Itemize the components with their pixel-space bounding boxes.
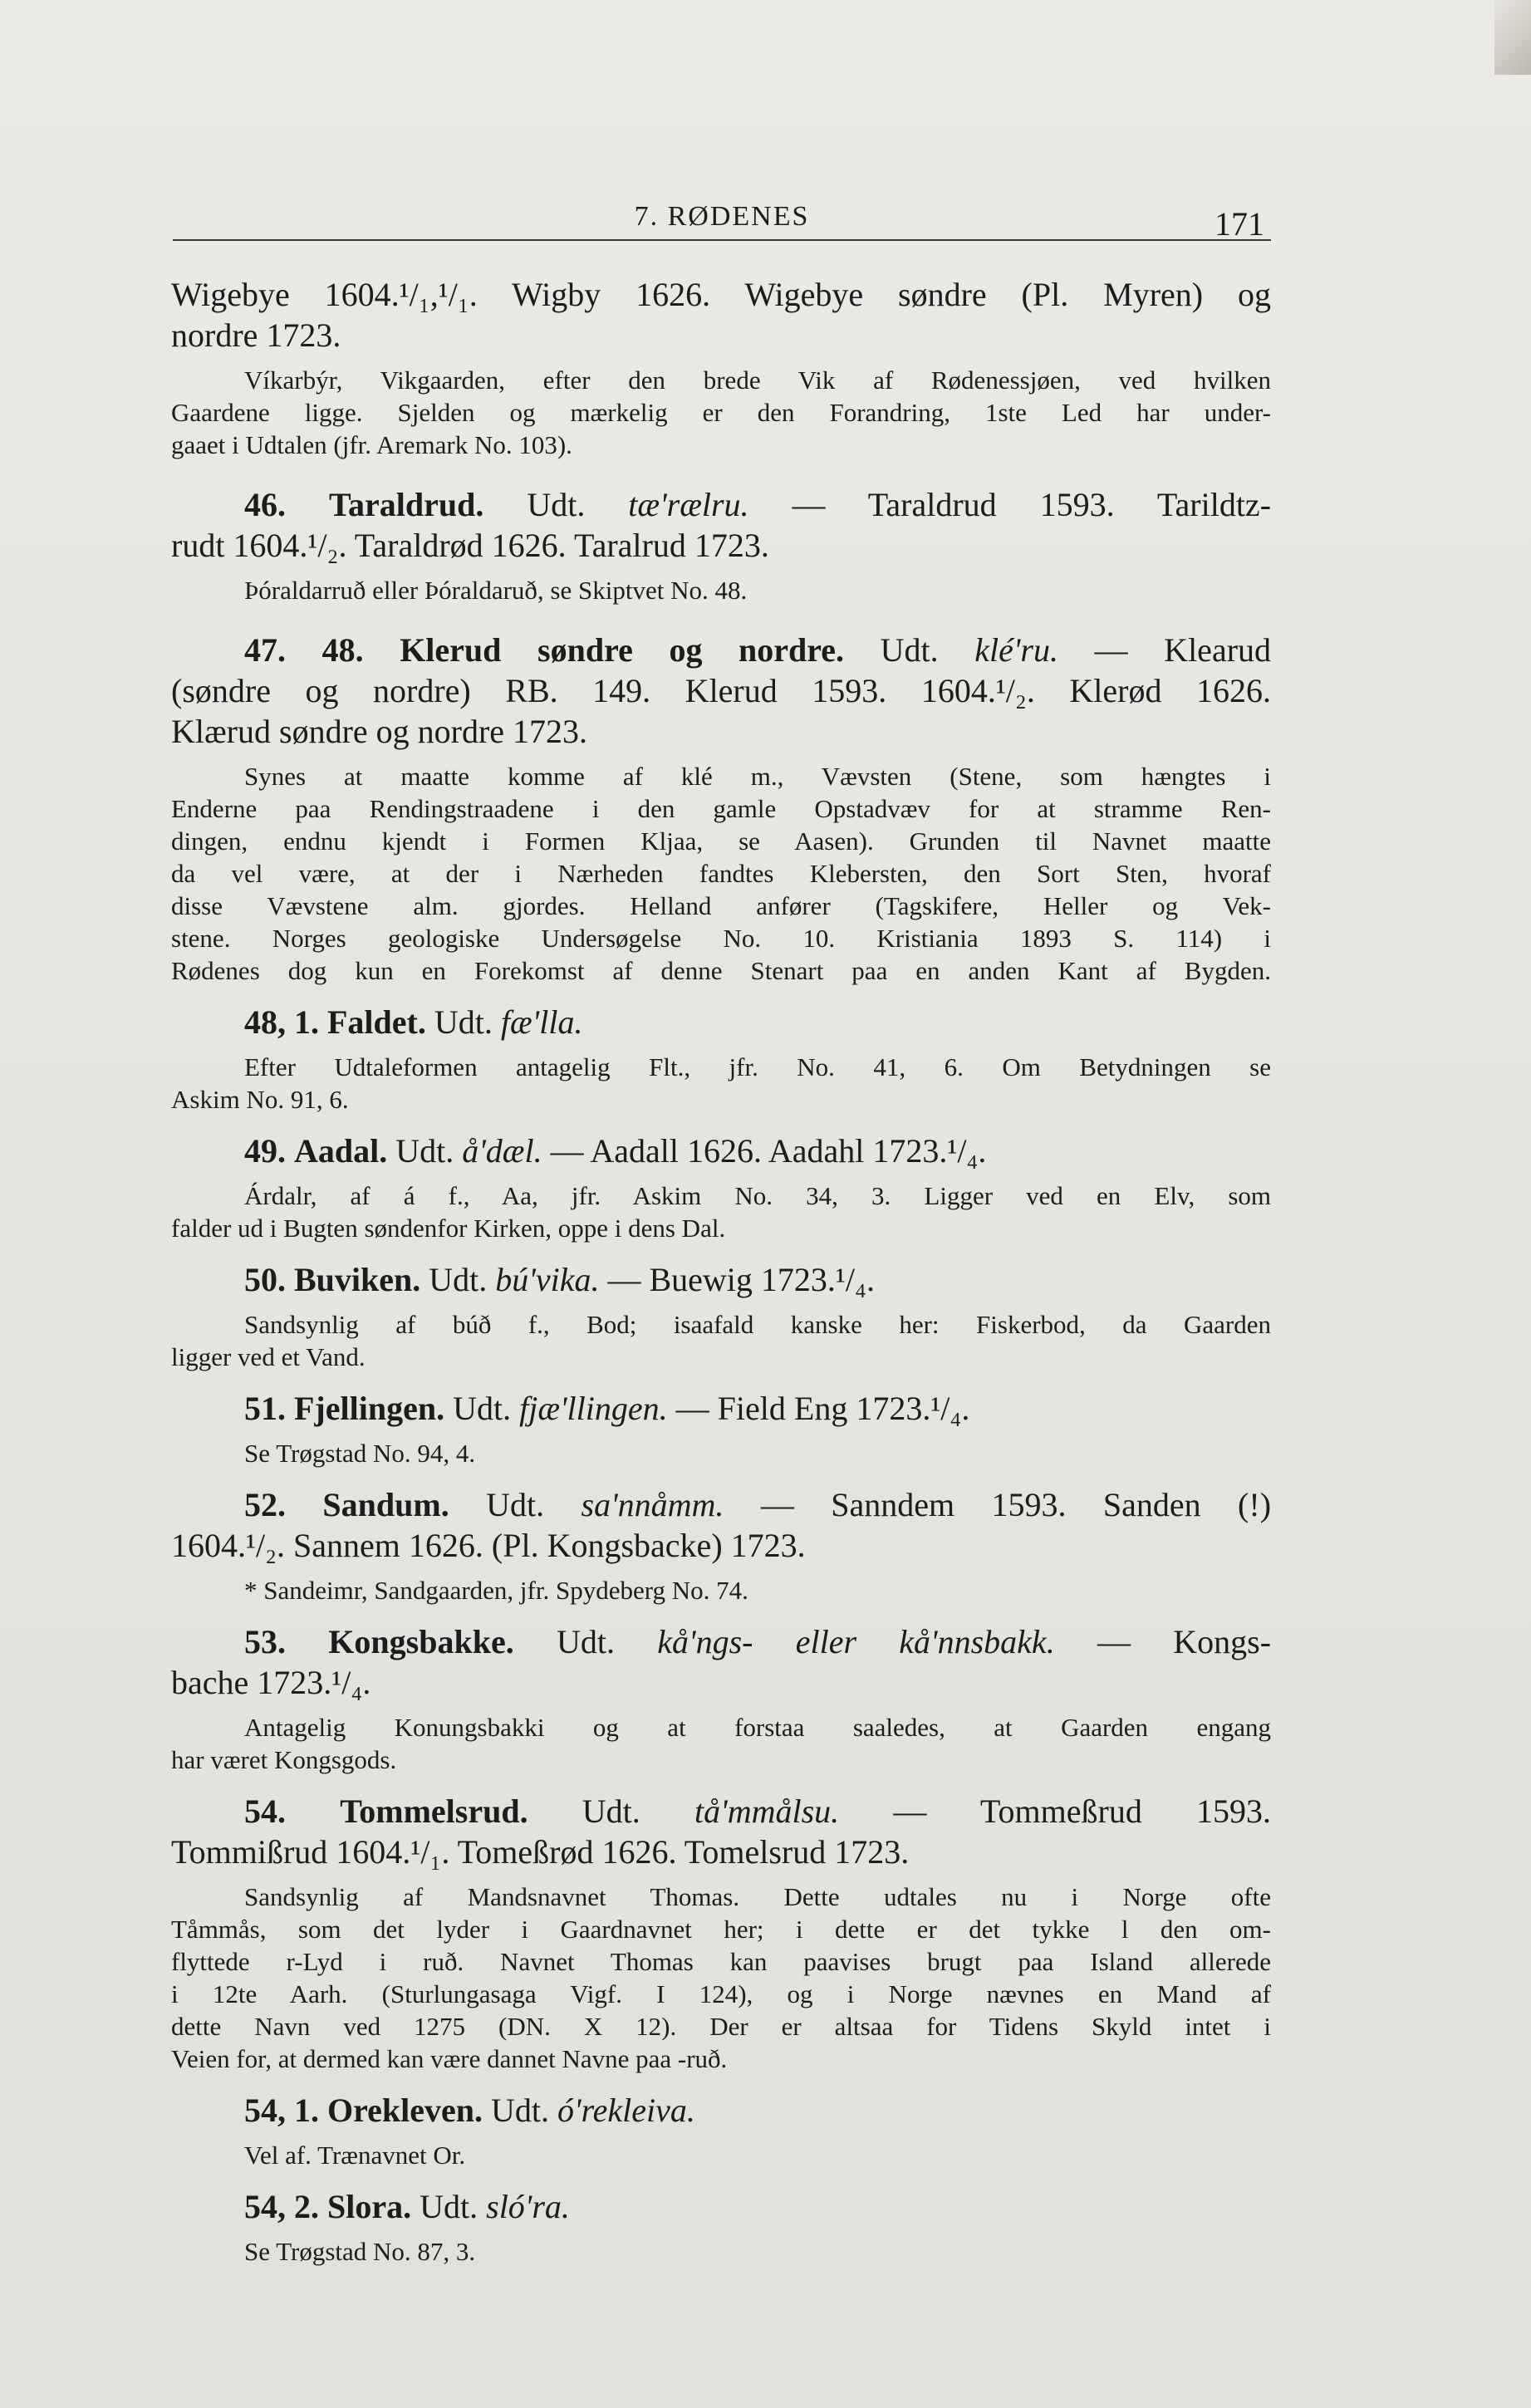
- entry-54: [171, 1791, 1271, 2075]
- note-line: Sandsynlig af Mandsnavnet Thomas. Dette udtales nu i Norge ofte: [244, 1882, 1271, 1911]
- pronunciation: klé'ru.: [974, 631, 1058, 669]
- entry-54-2: [171, 2186, 1271, 2268]
- entry-number: 49.: [244, 1132, 286, 1170]
- entry-name: Aadal.: [294, 1132, 388, 1170]
- entry-name: Buviken.: [294, 1261, 421, 1298]
- entry-name: Slora.: [327, 2188, 412, 2225]
- note-line: Veien for, at dermed kan være dannet Navne paa -ruð.: [171, 2044, 728, 2073]
- entry-line: Tommißrud 1604.¹/₁. Tomeßrød 1626. Tomelsrud 1723.: [171, 1833, 910, 1871]
- entry-forms: — Field Eng 1723.¹/₄.: [675, 1390, 970, 1427]
- note-line: * Sandeimr, Sandgaarden, jfr. Spydeberg No. 74.: [244, 1576, 748, 1605]
- entry-forms: — Taraldrud 1593. Tarildtz-: [792, 486, 1272, 523]
- entry-number: 53.: [244, 1623, 286, 1660]
- entry-forms: — Sanndem 1593. Sanden (!): [760, 1486, 1272, 1523]
- note-line: stene. Norges geologiske Undersøgelse No. 10. Kristiania 1893 S. 114) i: [171, 924, 1271, 953]
- pronunciation: fæ'lla.: [500, 1003, 583, 1041]
- note-line: Se Trøgstad No. 94, 4.: [244, 1439, 476, 1468]
- entry-name: Taraldrud.: [328, 486, 484, 523]
- entry-number: 48, 1.: [244, 1003, 319, 1041]
- entry-line: Klærud søndre og nordre 1723.: [171, 713, 588, 750]
- page-header: [173, 196, 1271, 241]
- entry-heading: [171, 1791, 1271, 1832]
- note-line: Synes at maatte komme af klé m., Vævsten (Stene, som hængtes i: [244, 762, 1271, 791]
- entry-heading: [171, 2186, 1271, 2227]
- entry-name: Sandum.: [322, 1486, 449, 1523]
- pronunciation: tå'mmålsu.: [694, 1793, 840, 1830]
- entry-49: [171, 1130, 1271, 1244]
- udt-label: Udt.: [486, 1486, 545, 1523]
- entry-vigebye: [171, 274, 1271, 461]
- note-line: flyttede r-Lyd i ruð. Navnet Thomas kan paavises brugt paa Island allerede: [171, 1947, 1271, 1976]
- note-line: Efter Udtaleformen antagelig Flt., jfr. No. 41, 6. Om Betydningen se: [244, 1052, 1271, 1081]
- note-line: Tåmmås, som det lyder i Gaardnavnet her; i dette er det tykke l den om-: [171, 1915, 1271, 1944]
- udt-label: Udt.: [434, 1003, 493, 1041]
- udt-label: Udt.: [581, 1793, 640, 1830]
- entry-46: [171, 484, 1271, 606]
- udt-label: Udt.: [880, 631, 939, 669]
- entry-heading: [171, 1621, 1271, 1662]
- note-line: Sandsynlig af búð f., Bod; isaafald kanske her: Fiskerbod, da Gaarden: [244, 1310, 1271, 1339]
- note-line: Þóraldarruð eller Þóraldaruð, se Skiptvet No. 48.: [244, 576, 748, 605]
- udt-label: Udt.: [491, 2092, 550, 2129]
- note-line: Víkarbýr, Vikgaarden, efter den brede Vik af Rødenessjøen, ved hvilken: [244, 365, 1271, 395]
- pronunciation: fjæ'llingen.: [519, 1390, 668, 1427]
- pronunciation: ó'rekleiva.: [557, 2092, 695, 2129]
- entry-heading: [171, 630, 1271, 670]
- entry-number: 46.: [244, 486, 286, 523]
- udt-label: Udt.: [453, 1390, 512, 1427]
- entry-line: nordre 1723.: [171, 316, 341, 354]
- entry-47-48: [171, 630, 1271, 987]
- pronunciation: sló'ra.: [486, 2188, 570, 2225]
- entry-forms: — Kongs-: [1097, 1623, 1272, 1660]
- note-line: Árdalr, af á f., Aa, jfr. Askim No. 34, 3. Ligger ved en Elv, som: [244, 1181, 1271, 1210]
- entry-48-1: [171, 1002, 1271, 1116]
- page-body: [171, 274, 1271, 2268]
- entry-line: Wigebye 1604.¹/₁,¹/₁. Wigby 1626. Wigebye søndre (Pl. Myren) og: [171, 276, 1271, 313]
- udt-label: Udt.: [527, 486, 586, 523]
- entry-53: [171, 1621, 1271, 1776]
- entry-number: 50.: [244, 1261, 286, 1298]
- note-line: har været Kongsgods.: [171, 1745, 397, 1774]
- note-line: da vel være, at der i Nærheden fandtes Klebersten, den Sort Sten, hvoraf: [171, 859, 1271, 888]
- note-line: i 12te Aarh. (Sturlungasaga Vigf. I 124), og i Norge nævnes en Mand af: [171, 1979, 1271, 2008]
- udt-label: Udt.: [395, 1132, 454, 1170]
- entry-name: Kongsbakke.: [328, 1623, 514, 1660]
- entry-name: Tommelsrud.: [340, 1793, 528, 1830]
- entry-54-1: [171, 2090, 1271, 2171]
- entry-number: 54, 1.: [244, 2092, 319, 2129]
- note-line: Vel af. Trænavnet Or.: [244, 2141, 466, 2170]
- udt-label: Udt.: [556, 1623, 615, 1660]
- entry-heading: [171, 1259, 1271, 1300]
- entry-forms: — Aadall 1626. Aadahl 1723.¹/₄.: [550, 1132, 987, 1170]
- pronunciation: tæ'rælru.: [628, 486, 749, 523]
- pronunciation: bú'vika.: [495, 1261, 600, 1298]
- entry-number: 52.: [244, 1486, 286, 1523]
- entry-number: 51.: [244, 1390, 286, 1427]
- note-line: dingen, endnu kjendt i Formen Kljaa, se Aasen). Grunden til Navnet maatte: [171, 826, 1271, 856]
- page-number: 171: [1214, 205, 1264, 243]
- note-line: disse Vævstene alm. gjordes. Helland anfører (Tagskifere, Heller og Vek-: [171, 891, 1271, 920]
- note-line: Se Trøgstad No. 87, 3.: [244, 2237, 476, 2266]
- note-line: Askim No. 91, 6.: [171, 1085, 349, 1114]
- entry-name: Klerud søndre og nordre.: [400, 631, 845, 669]
- entry-name: Fjellingen.: [294, 1390, 445, 1427]
- entry-51: [171, 1388, 1271, 1469]
- running-head: 7. RØDENES: [634, 201, 810, 232]
- note-line: dette Navn ved 1275 (DN. X 12). Der er altsaa for Tidens Skyld intet i: [171, 2012, 1271, 2041]
- entry-heading: [171, 484, 1271, 525]
- entry-line: rudt 1604.¹/₂. Taraldrød 1626. Taralrud 1723.: [171, 527, 769, 564]
- entry-heading: [171, 1388, 1271, 1429]
- entry-50: [171, 1259, 1271, 1373]
- pronunciation: å'dæl.: [462, 1132, 542, 1170]
- page-corner: [1494, 0, 1531, 75]
- entry-line: bache 1723.¹/₄.: [171, 1664, 371, 1701]
- note-line: ligger ved et Vand.: [171, 1342, 366, 1371]
- pronunciation: kå'ngs- eller kå'nnsbakk.: [657, 1623, 1055, 1660]
- udt-label: Udt.: [429, 1261, 488, 1298]
- note-line: gaaet i Udtalen (jfr. Aremark No. 103).: [171, 430, 572, 459]
- note-line: Antagelig Konungsbakki og at forstaa saaledes, at Gaarden engang: [244, 1713, 1271, 1742]
- entry-forms: — Buewig 1723.¹/₄.: [607, 1261, 875, 1298]
- entry-forms: — Klearud: [1094, 631, 1272, 669]
- entry-name: Orekleven.: [327, 2092, 483, 2129]
- entry-heading: [171, 2090, 1271, 2131]
- entry-heading: [171, 1002, 1271, 1042]
- entry-52: [171, 1484, 1271, 1606]
- entry-forms: — Tommeßrud 1593.: [893, 1793, 1272, 1830]
- entry-name: Faldet.: [327, 1003, 426, 1041]
- entry-heading: [171, 1484, 1271, 1525]
- note-line: Gaardene ligge. Sjelden og mærkelig er den Forandring, 1ste Led har under-: [171, 398, 1271, 427]
- entry-number: 54.: [244, 1793, 286, 1830]
- note-line: falder ud i Bugten søndenfor Kirken, oppe i dens Dal.: [171, 1214, 726, 1243]
- entry-line: 1604.¹/₂. Sannem 1626. (Pl. Kongsbacke) 1723.: [171, 1527, 806, 1564]
- pronunciation: sa'nnåmm.: [581, 1486, 724, 1523]
- note-line: Enderne paa Rendingstraadene i den gamle Opstadvæv for at stramme Ren-: [171, 794, 1271, 823]
- note-line: Rødenes dog kun en Forekomst af denne Stenart paa en anden Kant af Bygden.: [171, 956, 1271, 985]
- udt-label: Udt.: [420, 2188, 478, 2225]
- entry-number: 54, 2.: [244, 2188, 319, 2225]
- entry-line: (søndre og nordre) RB. 149. Klerud 1593. 1604.¹/₂. Klerød 1626.: [171, 672, 1271, 709]
- entry-heading: [171, 1130, 1271, 1171]
- entry-number: 47. 48.: [244, 631, 364, 669]
